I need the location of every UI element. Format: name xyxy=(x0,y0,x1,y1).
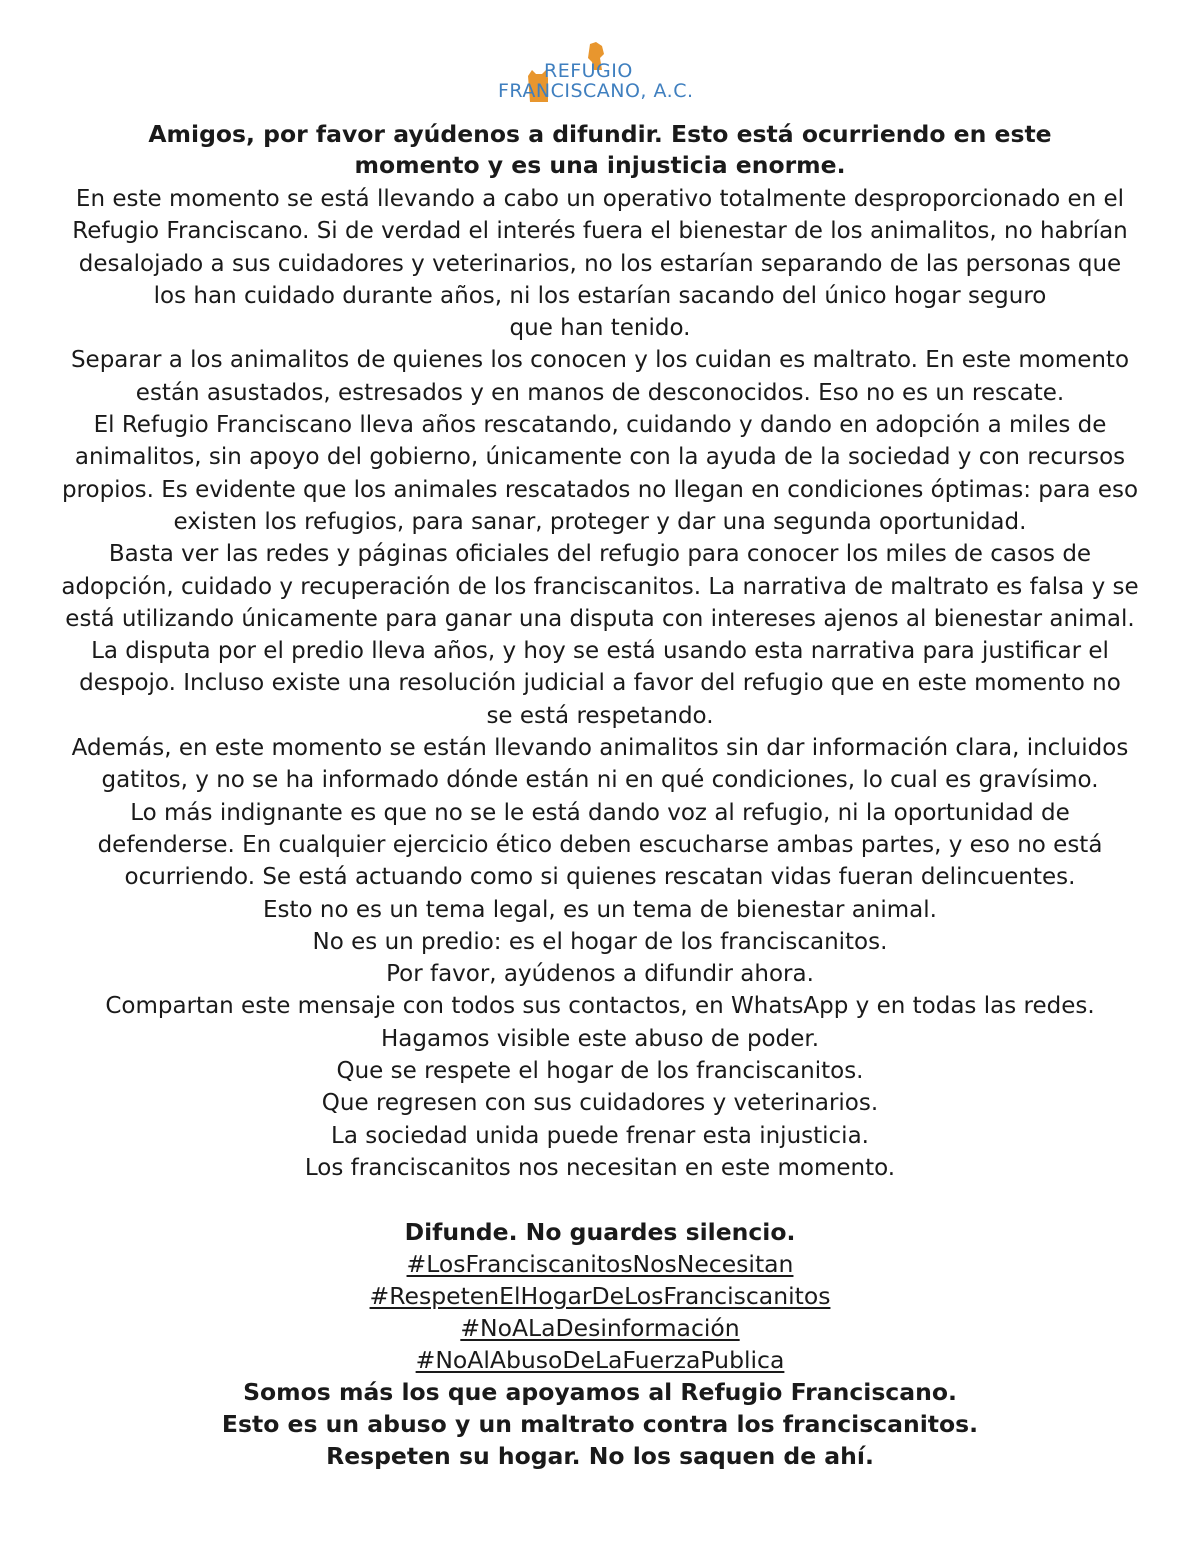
body-line: que han tenido. xyxy=(509,315,691,342)
body-line: Refugio Franciscano. Si de verdad el interés fuera el bienestar de los animalitos, no habrían xyxy=(72,218,1128,245)
body-line: No es un predio: es el hogar de los franciscanitos. xyxy=(312,928,888,955)
hashtag-link[interactable]: #RespetenElHogarDeLosFranciscanitos xyxy=(369,1282,831,1310)
body-line: gatitos, y no se ha informado dónde están ni en qué condiciones, lo cual es gravísimo. xyxy=(101,767,1099,794)
body-line: La sociedad unida puede frenar esta injusticia. xyxy=(331,1122,869,1149)
closing-line: Somos más los que apoyamos al Refugio Franciscano. xyxy=(243,1378,957,1406)
hashtag-link[interactable]: #LosFranciscanitosNosNecesitan xyxy=(406,1250,794,1278)
body-line: adopción, cuidado y recuperación de los franciscanitos. La narrativa de maltrato es falsa y se xyxy=(61,573,1139,600)
body-line: los han cuidado durante años, ni los estarían sacando del único hogar seguro xyxy=(153,282,1047,309)
body-line: se está respetando. xyxy=(486,702,714,729)
body-line: Separar a los animalitos de quienes los conocen y los cuidan es maltrato. En este momento xyxy=(70,347,1130,374)
body-line: Hagamos visible este abuso de poder. xyxy=(380,1025,820,1052)
body-line: propios. Es evidente que los animales rescatados no llegan en condiciones óptimas: para eso xyxy=(61,476,1139,503)
body-line: En este momento se está llevando a cabo un operativo totalmente desproporcionado en el xyxy=(75,186,1125,212)
closing-section xyxy=(20,1216,1180,1472)
body-line: Compartan este mensaje con todos sus contactos, en WhatsApp y en todas las redes. xyxy=(105,993,1095,1020)
body-line: Esto no es un tema legal, es un tema de bienestar animal. xyxy=(263,896,937,923)
logo-text-refugio: REFUGIO xyxy=(544,60,633,82)
refugio-franciscano-logo xyxy=(490,40,710,110)
heading-line: Amigos, por favor ayúdenos a difundir. Esto está ocurriendo en este xyxy=(148,120,1052,148)
body-line: Que regresen con sus cuidadores y veterinarios. xyxy=(321,1090,879,1117)
body-line: está utilizando únicamente para ganar una disputa con intereses ajenos al bienestar animal. xyxy=(65,605,1135,632)
hashtag-link[interactable]: #NoALaDesinformación xyxy=(460,1314,740,1342)
page-heading xyxy=(20,119,1180,181)
body-line: desalojado a sus cuidadores y veterinarios, no los estarían separando de las personas que xyxy=(78,250,1122,277)
body-line: Por favor, ayúdenos a difundir ahora. xyxy=(386,961,814,988)
body-line: defenderse. En cualquier ejercicio ético deben escucharse ambas partes, y eso no está xyxy=(97,831,1103,858)
body-line: ocurriendo. Se está actuando como si quienes rescatan vidas fueran delincuentes. xyxy=(124,864,1076,891)
body-line: Lo más indignante es que no se le está dando voz al refugio, ni la oportunidad de xyxy=(130,799,1070,826)
callout-text: Difunde. No guardes silencio. xyxy=(404,1218,796,1246)
closing-line: Esto es un abuso y un maltrato contra los franciscanitos. xyxy=(221,1410,979,1438)
body-line: despojo. Incluso existe una resolución judicial a favor del refugio que en este momento no xyxy=(79,670,1121,697)
body-line: Los franciscanitos nos necesitan en este momento. xyxy=(304,1154,896,1181)
body-text xyxy=(20,183,1180,1184)
hashtag-link[interactable]: #NoAlAbusoDeLaFuerzaPublica xyxy=(415,1346,785,1374)
body-line: están asustados, estresados y en manos de desconocidos. Eso no es un rescate. xyxy=(135,379,1065,406)
closing-line: Respeten su hogar. No los saquen de ahí. xyxy=(326,1442,874,1470)
body-line: El Refugio Franciscano lleva años rescatando, cuidando y dando en adopción a miles de xyxy=(93,412,1107,439)
body-line: La disputa por el predio lleva años, y hoy se está usando esta narrativa para justificar el xyxy=(91,638,1109,665)
body-line: Además, en este momento se están llevando animalitos sin dar información clara, incluidos xyxy=(71,735,1129,762)
body-line: Que se respete el hogar de los franciscanitos. xyxy=(336,1058,864,1085)
body-line: Basta ver las redes y páginas oficiales del refugio para conocer los miles de casos de xyxy=(108,541,1092,568)
body-line: existen los refugios, para sanar, proteger y dar una segunda oportunidad. xyxy=(173,508,1027,535)
body-line: animalitos, sin apoyo del gobierno, únicamente con la ayuda de la sociedad y con recursos xyxy=(74,444,1126,471)
logo-text-franciscano: FRANCISCANO, A.C. xyxy=(498,80,694,102)
heading-line: momento y es una injusticia enorme. xyxy=(354,151,846,179)
